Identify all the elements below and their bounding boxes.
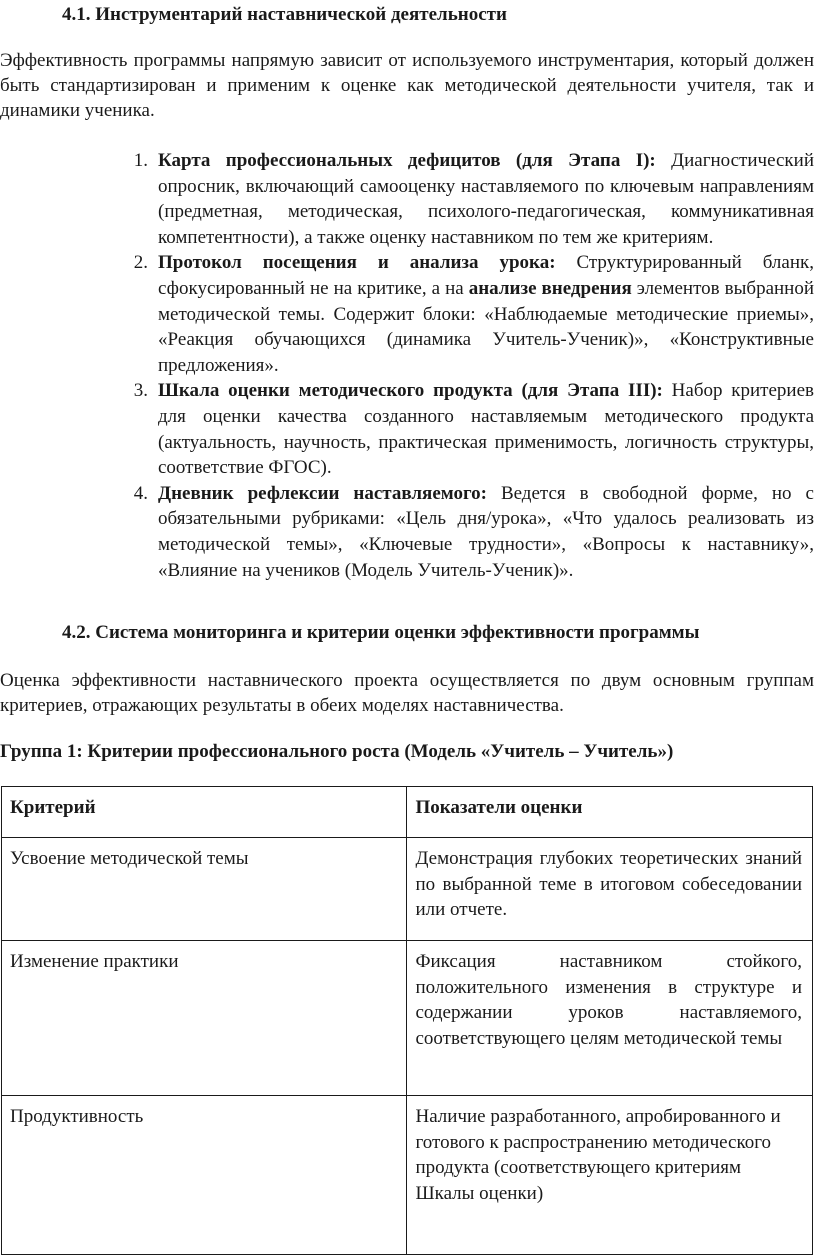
table-cell-criterion: Изменение практики <box>2 941 407 1096</box>
list-item-title: Дневник рефлексии наставляемого: <box>158 482 487 504</box>
criteria-table <box>1 786 813 1255</box>
table-cell-indicators: Наличие разработанного, апробированного и готового к распространению методического продукта (соответствующего критериям Шкалы оценки) <box>407 1096 813 1255</box>
list-item-number: 2. <box>133 252 148 274</box>
list-item <box>118 481 814 583</box>
section2-intro-paragraph: Оценка эффективности наставнического проекта осуществляется по двум основным группам критериев, отражающих результаты в обеих моделях наставничества. <box>0 670 814 716</box>
list-item-text: элементов выбранной методической темы. Содержит блоки: «Наблюдаемые методические приемы», «Реакция обучающихся (динамика Учитель-Ученик)», «Конструктивные предложения». <box>158 277 815 376</box>
list-item-number: 3. <box>133 380 148 402</box>
table-row <box>2 1096 813 1255</box>
list-item-text: Набор критериев для оценки качества созданного наставляемым методического продукта (актуальность, научность, практическая применимость, логичность структуры, соответствие ФГОС). <box>158 380 814 479</box>
list-item-title: Протокол посещения и анализа урока: <box>158 252 556 274</box>
table-cell-indicators: Демонстрация глубоких теоретических знаний по выбранной теме в итоговом собеседовании или отчете. <box>407 838 813 941</box>
list-item-title: Карта профессиональных дефицитов (для Этапа I): <box>158 150 656 171</box>
section-heading-4-2: 4.2. Система мониторинга и критерии оценки эффективности программы <box>62 622 700 643</box>
table-row <box>2 838 813 941</box>
list-item-number: 1. <box>133 150 148 171</box>
table-cell-indicators: Фиксация наставником стойкого, положительного изменения в структуре и содержании уроков наставляемого, соответствующего целям методической темы <box>407 941 813 1096</box>
list-item-text: Диагностический опросник, включающий самооценку наставляемого по ключевым направлениям (предметная, методическая, психолого-педагогическая, коммуникативная компетентности), а также оценку наставником по тем же критериям. <box>158 150 814 248</box>
list-item <box>118 378 814 480</box>
list-item <box>118 250 814 378</box>
tools-list <box>118 148 814 583</box>
table-header-row <box>2 787 813 838</box>
group-title: Группа 1: Критерии профессионального роста (Модель «Учитель – Учитель») <box>0 741 674 762</box>
column-header-indicators: Показатели оценки <box>407 787 813 838</box>
section-intro-paragraph: Эффективность программы напрямую зависит от используемого инструментария, который должен быть стандартизирован и применим к оценке как методической деятельности учителя, так и динамики ученика. <box>0 50 814 121</box>
section-heading-4-1: 4.1. Инструментарий наставнической деятельности <box>62 4 507 25</box>
list-item-text: Ведется в свободной форме, но с обязательными рубриками: «Цель дня/урока», «Что удалось реализовать из методической темы», «Ключевые трудности», «Вопросы к наставнику», «Влияние на учеников (Модель Учитель-Ученик)». <box>158 482 814 581</box>
list-item-emphasis: анализе внедрения <box>468 277 632 299</box>
list-item-title: Шкала оценки методического продукта (для Этапа III): <box>158 380 663 402</box>
list-item-number: 4. <box>133 482 148 504</box>
list-item <box>118 148 814 250</box>
list-item-text: Структурированный бланк, сфокусированный не на критике, а на <box>158 252 814 299</box>
table-cell-criterion: Продуктивность <box>2 1096 407 1255</box>
column-header-criterion: Критерий <box>2 787 407 838</box>
table-cell-criterion: Усвоение методической темы <box>2 838 407 941</box>
table-row <box>2 941 813 1096</box>
